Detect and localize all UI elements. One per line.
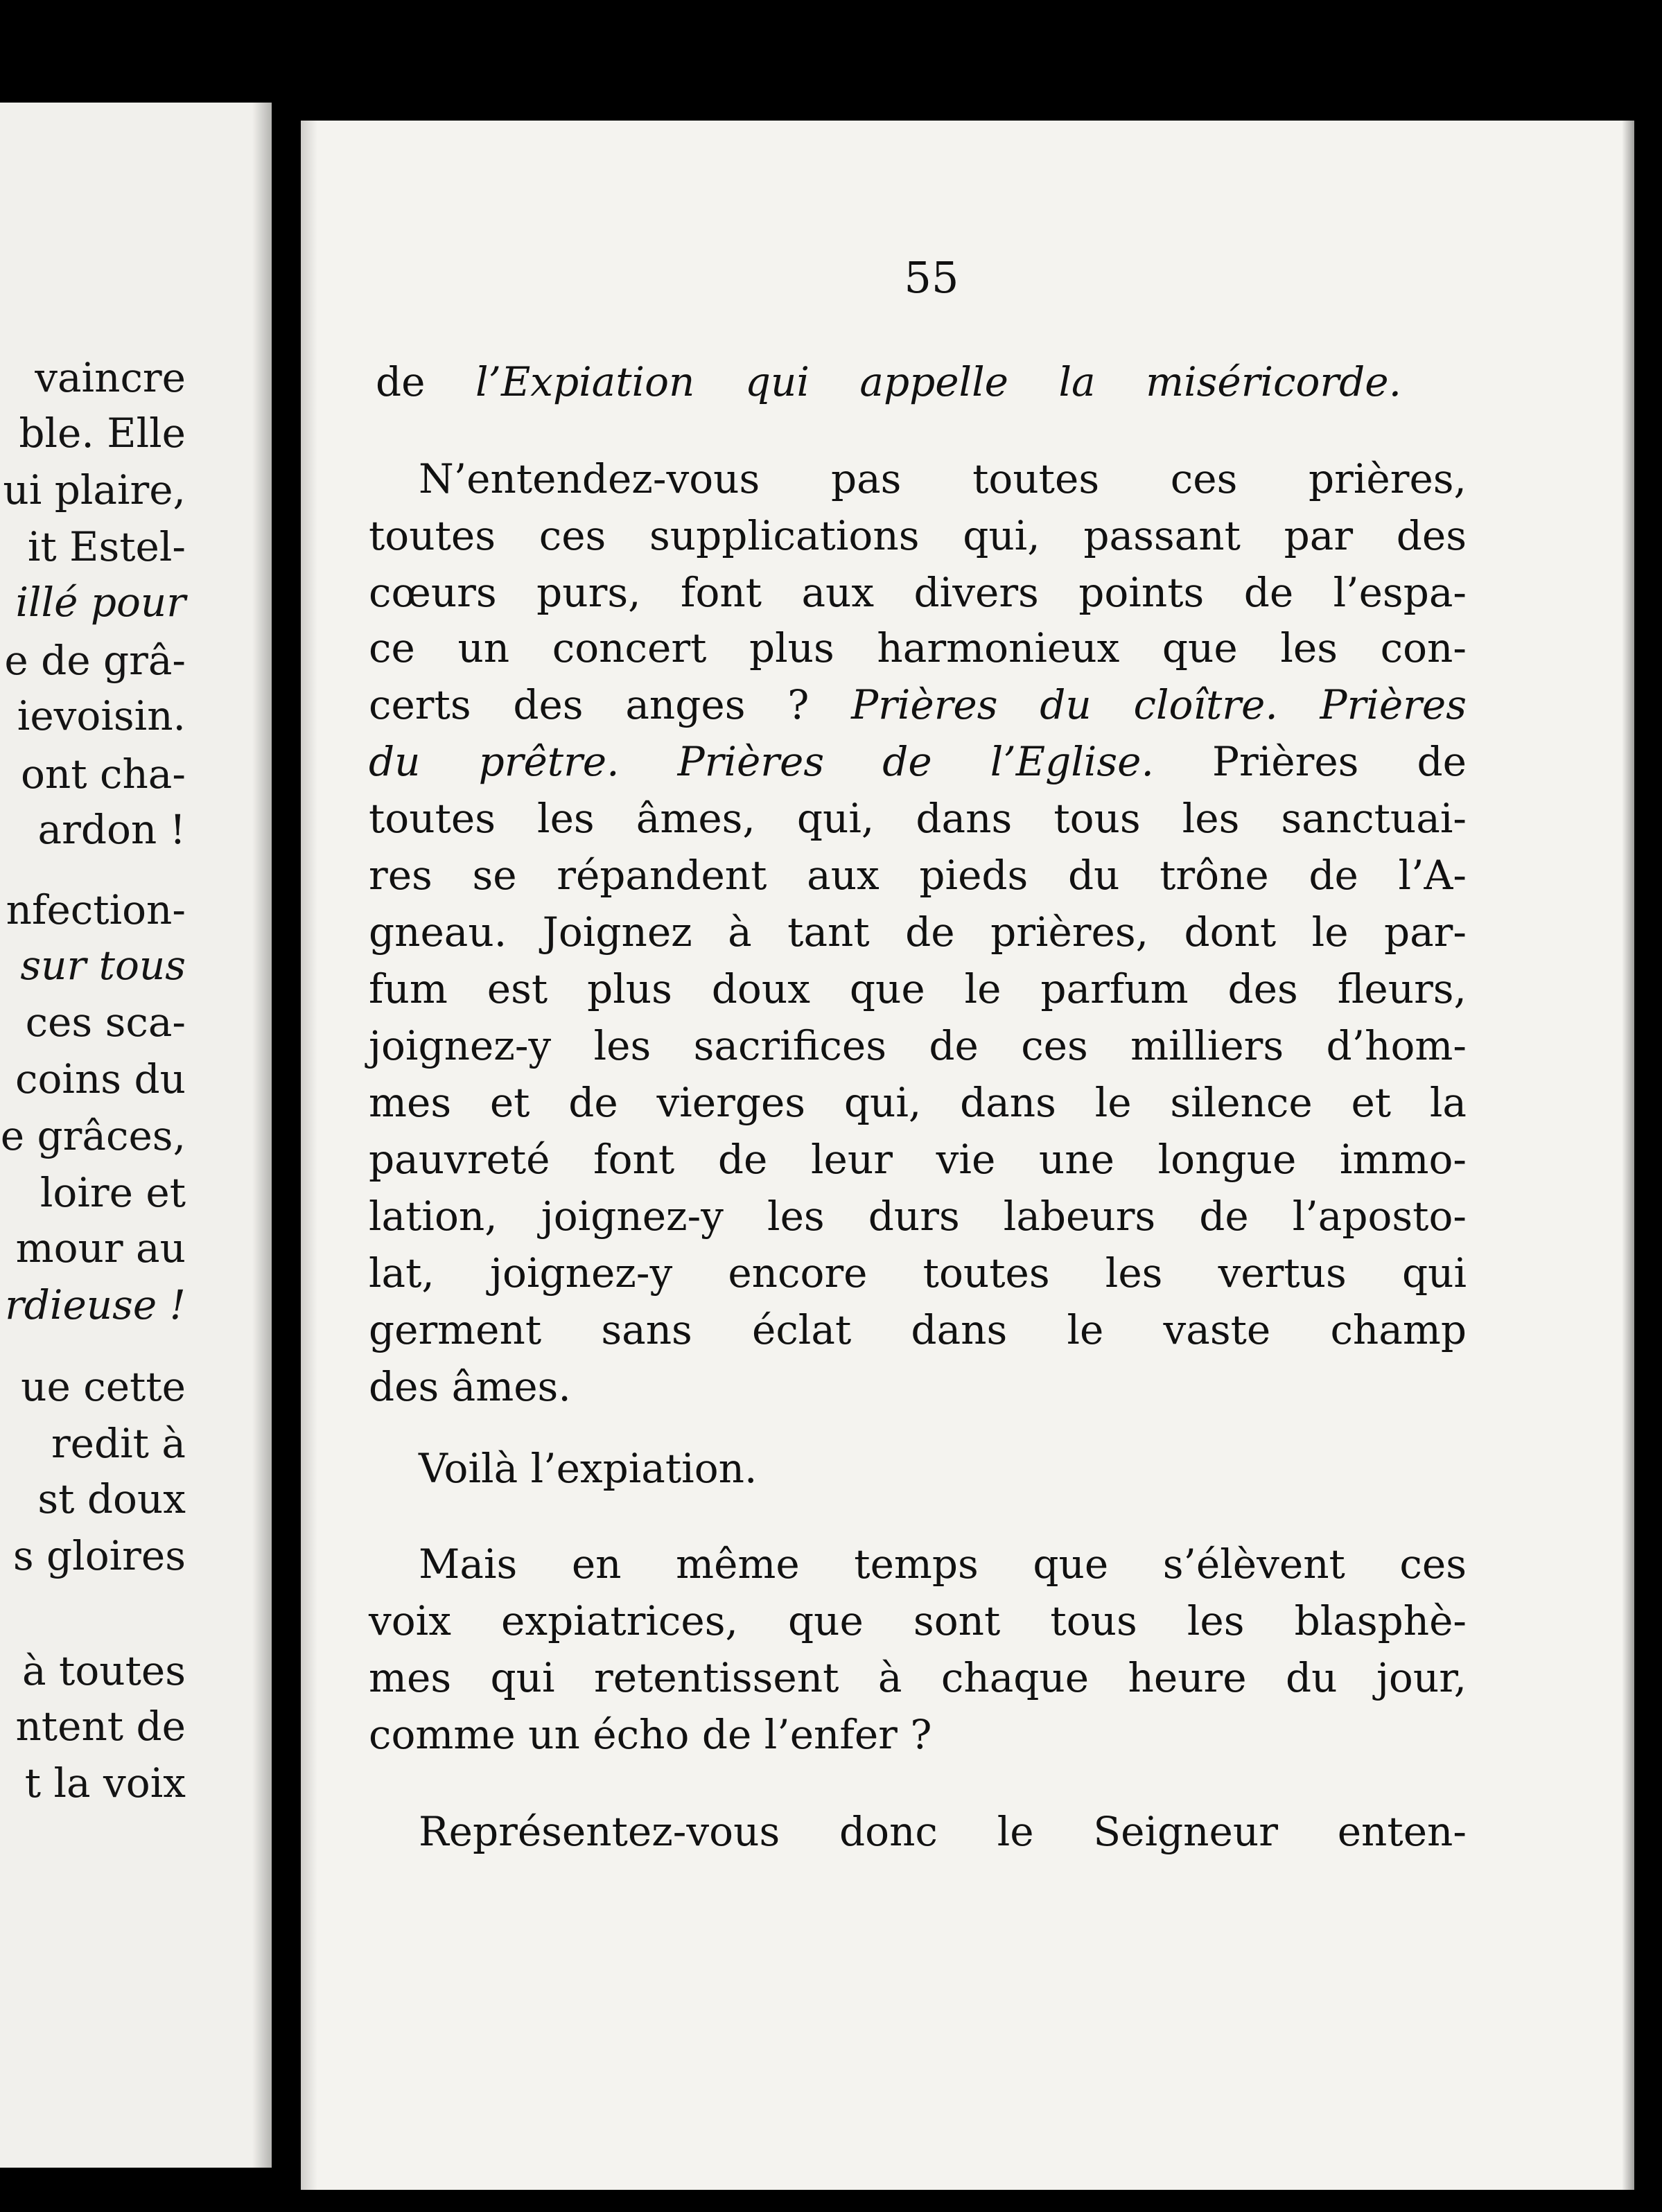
text-line: mes et de vierges qui, dans le silence et la (369, 1079, 1467, 1126)
left-page-line: e de grâ- (4, 637, 186, 684)
text-line (369, 681, 1467, 728)
left-page-line: coins du (15, 1055, 186, 1103)
text-line: res se répandent aux pieds du trône de l’A- (369, 852, 1467, 899)
text-line: toutes ces supplications qui, passant par des (369, 512, 1467, 559)
text-span: Prières de (1153, 738, 1467, 785)
text-line: mes qui retentissent à chaque heure du jour, (369, 1654, 1467, 1701)
left-page-line: ntent de (15, 1703, 186, 1750)
text-line: voix expiatrices, que sont tous les blasphè- (369, 1597, 1467, 1644)
text-line: Voilà l’expiation. (419, 1445, 758, 1492)
left-page-line: rdieuse ! (5, 1281, 186, 1328)
text-line: N’entendez-vous pas toutes ces prières, (419, 455, 1467, 502)
italic-text-span: Prières du cloître. Prières (851, 681, 1467, 728)
text-line: joignez-y les sacrifices de ces milliers d’hom- (369, 1022, 1467, 1069)
left-page-line: ont cha- (20, 750, 186, 798)
text-line: ce un concert plus harmonieux que les con- (369, 624, 1467, 672)
text-line: lation, joignez-y les durs labeurs de l’aposto- (369, 1193, 1467, 1240)
left-page-line: ue cette (21, 1363, 186, 1410)
left-page-line: à toutes (22, 1647, 186, 1694)
left-page (0, 103, 272, 2168)
left-page-line: ardon ! (37, 806, 186, 853)
text-line: des âmes. (369, 1363, 571, 1410)
text-line: Mais en même temps que s’élèvent ces (419, 1540, 1467, 1588)
left-page-line: ui plaire, (3, 466, 186, 514)
text-line: comme un écho de l’enfer ? (369, 1711, 932, 1758)
left-page-line: vaincre (35, 354, 186, 401)
text-line: pauvreté font de leur vie une longue immo- (369, 1136, 1467, 1183)
left-page-line: ble. Elle (19, 410, 186, 457)
left-page-line: ievoisin. (17, 692, 186, 739)
text-line: Représentez-vous donc le Seigneur enten- (419, 1808, 1467, 1855)
text-line: germent sans éclat dans le vaste champ (369, 1306, 1467, 1353)
text-line: toutes les âmes, qui, dans tous les sanctuai- (369, 795, 1467, 842)
page-edge-shadow (1622, 121, 1634, 2190)
text-line: cœurs purs, font aux divers points de l’espa- (369, 569, 1467, 616)
gutter-shadow (301, 121, 317, 2190)
left-page-line: e grâces, (0, 1112, 186, 1159)
text-line: gneau. Joignez à tant de prières, dont le par- (369, 909, 1467, 956)
text-span: de (376, 358, 475, 405)
left-page-line: s gloires (12, 1532, 186, 1579)
text-line (376, 358, 1402, 405)
text-line (369, 738, 1467, 785)
left-page-line: redit à (51, 1420, 186, 1467)
left-page-line: mour au (15, 1224, 186, 1272)
text-line: fum est plus doux que le parfum des fleurs, (369, 965, 1467, 1012)
left-page-line: ces sca- (25, 999, 186, 1046)
italic-text-span: l’Expiation qui appelle la miséricorde. (475, 358, 1402, 405)
left-page-line: nfection- (6, 886, 186, 933)
gutter-shadow (252, 103, 272, 2168)
right-page (301, 121, 1634, 2190)
text-span: certs des anges ? (369, 681, 852, 728)
left-page-line: it Estel- (27, 523, 186, 570)
left-page-line: loire et (40, 1169, 186, 1216)
left-page-line: st doux (37, 1475, 186, 1522)
italic-text-span: du prêtre. Prières de l’Eglise. (369, 738, 1154, 785)
left-page-line: sur tous (20, 942, 186, 989)
left-page-line: illé pour (15, 579, 186, 626)
page-number: 55 (904, 252, 959, 303)
text-line: lat, joignez-y encore toutes les vertus qui (369, 1249, 1467, 1297)
left-page-line: t la voix (24, 1759, 186, 1807)
